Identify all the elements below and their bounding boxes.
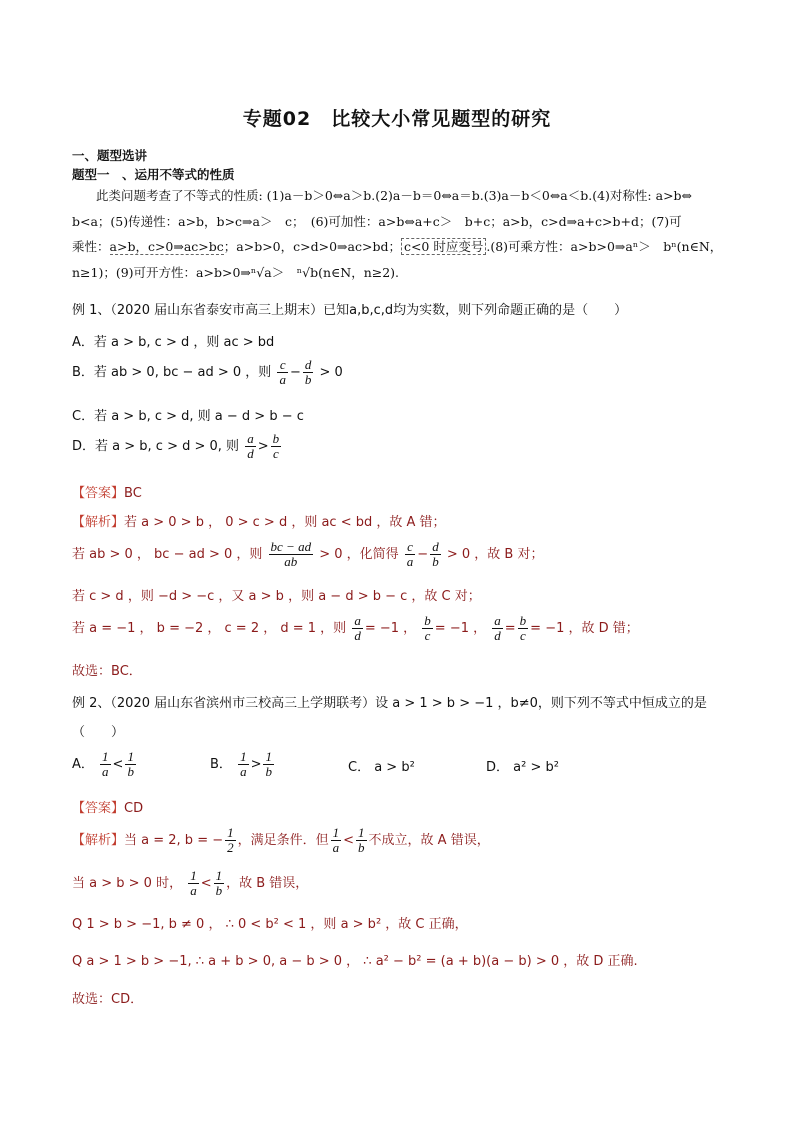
analysis-text: 若 ab > 0 ， bc − ad > 0 ，则 — [72, 547, 263, 562]
example2-paren: （ ） — [72, 725, 125, 740]
type-heading: 题型一 、运用不等式的性质 — [72, 167, 235, 182]
analysis-text: 不成立，故 A 错误， — [368, 833, 490, 848]
example2-option-d: D． a² > b² — [486, 760, 559, 775]
operator: > — [257, 439, 269, 454]
fraction: $\frac{1}{2}$ — [227, 825, 234, 855]
option-b-text: B．若 ab > 0, bc − ad > 0 ，则 — [72, 365, 272, 380]
intro-line-1: 此类问题考查了不等式的性质: (1)a－b＞0⇔a＞b.(2)a－b＝0⇔a＝b.(3)a－b＜0⇔a＜b.(4)对称性: a>b⇔ — [96, 188, 693, 203]
example1-option-a: A．若 a > b, c > d ，则 ac > bd — [72, 335, 275, 350]
operator: − — [417, 547, 429, 562]
example1-analysis-4 — [72, 614, 728, 643]
fraction: $\frac{1}{b}$ — [265, 749, 272, 779]
fraction: $\frac{a}{d}$ — [247, 431, 254, 461]
fraction: $\frac{1}{a}$ — [332, 825, 340, 855]
analysis-text: > 0 ，化简得 — [319, 547, 399, 562]
example2-analysis-1 — [72, 826, 728, 855]
example2-analysis-3: Q 1 > b > −1, b ≠ 0 ， ∴ 0 < b² < 1 ，则 a > b² ，故 C 正确， — [72, 917, 468, 932]
section-heading: 一、题型选讲 — [72, 148, 148, 163]
analysis-label: 【解析】 — [72, 833, 125, 848]
fraction: $\frac{1}{b}$ — [358, 825, 365, 855]
operator: < — [200, 876, 212, 891]
fraction: $\frac{c}{a}$ — [406, 539, 414, 569]
operator: < — [343, 833, 355, 848]
analysis-text: = −1 ， — [364, 621, 417, 636]
intro-line-3-c: ；a>b>0，c>d>0⇒ac>bd； — [223, 239, 401, 254]
example1-choose: 故选：BC． — [72, 664, 142, 679]
analysis-text: ，满足条件．但 — [237, 833, 329, 848]
option-d-text: D．若 a > b, c > d > 0, 则 — [72, 439, 240, 454]
intro-line-3-a: 乘性： — [72, 239, 110, 254]
example1-stem: 例 1、（2020 届山东省泰安市高三上期末）已知a,b,c,d均为实数，则下列命题正确的是（ ） — [72, 303, 628, 318]
example1-analysis-1 — [72, 511, 728, 530]
fraction: $\frac{b}{c}$ — [519, 613, 527, 643]
example2-answer — [72, 797, 728, 816]
page-title: 专题02 比较大小常见题型的研究 — [242, 108, 552, 130]
analysis-text: = −1 ， — [434, 621, 487, 636]
example2-stem: 例 2、（2020 届山东省滨州市三校高三上学期联考）设 a > 1 > b > −1 ，b≠0，则下列不等式中恒成立的是 — [72, 696, 707, 711]
fraction: $\frac{d}{b}$ — [432, 539, 439, 569]
fraction: $\frac{d}{b}$ — [304, 357, 312, 387]
fraction: $\frac{c}{a}$ — [279, 357, 286, 387]
example2-option-b — [210, 750, 276, 779]
example2-analysis-2 — [72, 869, 728, 898]
operator: > 0 — [319, 365, 343, 380]
analysis-text: 当 a = 2, b = − — [124, 833, 224, 848]
fraction: $\frac{1}{b}$ — [215, 868, 223, 898]
fraction: $\frac{1}{b}$ — [127, 749, 134, 779]
answer-value: CD — [124, 801, 144, 816]
analysis-text: = −1 ，故 D 错； — [530, 621, 639, 636]
example2-option-a — [72, 750, 138, 779]
answer-label: 【答案】 — [72, 801, 125, 816]
intro-line-4: n≥1)；(9)可开方性：a>b>0⇒ⁿ√a＞ ⁿ√b(n∈N，n≥2). — [72, 265, 400, 280]
operator: > — [250, 757, 262, 772]
example2-choose: 故选：CD． — [72, 992, 144, 1007]
fraction: $\frac{1}{a}$ — [190, 868, 197, 898]
analysis-label: 【解析】 — [72, 515, 125, 530]
intro-underlined: a>b，c>0⇒ac>bc — [109, 239, 224, 254]
example1-option-c: C．若 a > b, c > d, 则 a − d > b − c — [72, 409, 304, 424]
operator: = — [504, 621, 516, 636]
fraction: $\frac{a}{d}$ — [354, 613, 361, 643]
example1-option-b — [72, 358, 728, 387]
fraction: $\frac{1}{a}$ — [240, 749, 247, 779]
operator: < — [112, 757, 124, 772]
fraction: $\frac{bc - ad}{ab}$ — [270, 539, 312, 569]
intro-line-2: b<a；(5)传递性：a>b，b>c⇒a＞ c； (6)可加性：a>b⇔a+c＞ b+c；a>b，c>d⇒a+c>b+d；(7)可 — [72, 214, 682, 229]
example1-analysis-2 — [72, 540, 728, 569]
example1-analysis-3: 若 c > d ，则 −d > −c ，又 a > b ，则 a − d > b − c ，故 C 对； — [72, 589, 481, 604]
fraction: $\frac{b}{c}$ — [272, 431, 280, 461]
analysis-text: 若 a = −1 ， b = −2 ， c = 2 ， d = 1 ，则 — [72, 621, 347, 636]
intro-line-3-e: .(8)可乘方性：a>b>0⇒aⁿ＞ bⁿ(n∈N， — [486, 239, 723, 254]
example1-answer — [72, 482, 728, 501]
analysis-text: > 0 ，故 B 对； — [446, 547, 544, 562]
intro-line-3 — [72, 237, 728, 255]
analysis-text: 当 a > b > 0 时， — [72, 876, 183, 891]
example2-option-c: C． a > b² — [348, 760, 415, 775]
fraction: $\frac{1}{a}$ — [102, 749, 109, 779]
analysis-text: ，故 B 错误， — [226, 876, 309, 891]
example2-analysis-4: Q a > 1 > b > −1, ∴ a + b > 0, a − b > 0 ， ∴ a² − b² = (a + b)(a − b) > 0 ，故 D 正确. — [72, 954, 638, 969]
example1-option-d — [72, 432, 728, 461]
fraction: $\frac{b}{c}$ — [424, 613, 431, 643]
fraction: $\frac{a}{d}$ — [494, 613, 501, 643]
option-label: A． — [72, 757, 94, 772]
option-label: B． — [210, 757, 232, 772]
intro-note-box: c<0 时应变号 — [401, 238, 486, 255]
analysis-text: 若 a > 0 > b ， 0 > c > d ，则 ac < bd ，故 A 错； — [124, 515, 446, 530]
operator: − — [289, 365, 301, 380]
answer-value: BC — [124, 486, 142, 501]
answer-label: 【答案】 — [72, 486, 125, 501]
